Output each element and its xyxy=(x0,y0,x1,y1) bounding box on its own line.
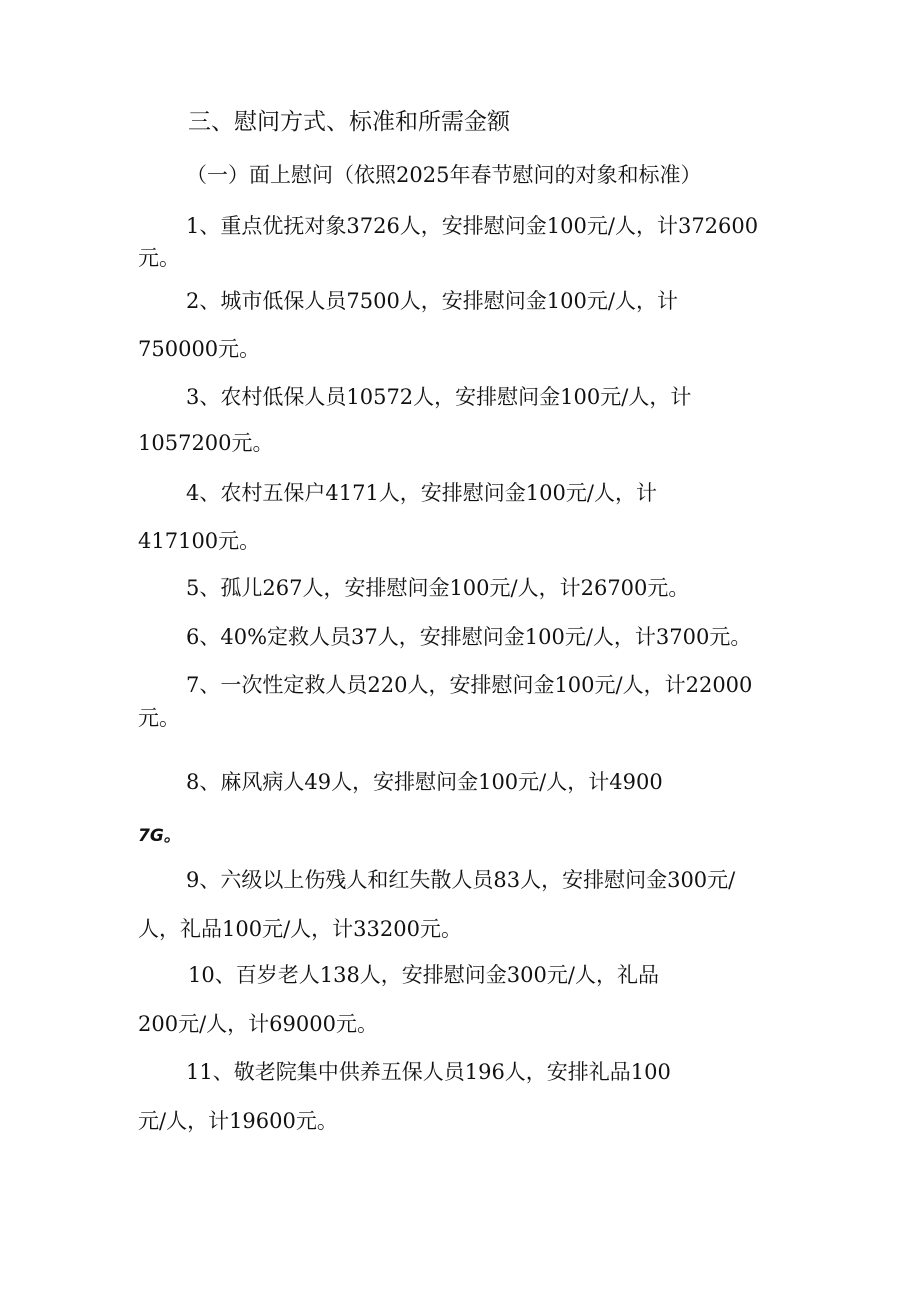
item-line-1: 1、重点优抚对象3726人，安排慰问金100元/人，计372600 xyxy=(186,214,759,238)
item-line-1: 2、城市低保人员7500人，安排慰问金100元/人，计 xyxy=(186,289,678,313)
item-line-2: 750000元。 xyxy=(138,337,261,361)
list-item xyxy=(138,571,790,605)
list-item xyxy=(138,863,790,946)
section-heading: 三、慰问方式、标准和所需金额 xyxy=(188,109,510,135)
item-line-2: 7G。 xyxy=(138,826,181,846)
list-item xyxy=(138,765,790,853)
list-item xyxy=(138,284,790,366)
item-line-1: 6、40%定救人员37人，安排慰问金100元/人，计3700元。 xyxy=(186,625,752,649)
item-line-1: 3、农村低保人员10572人，安排慰问金100元/人，计 xyxy=(186,385,692,409)
item-line-2: 元/人，计19600元。 xyxy=(138,1109,338,1133)
list-item xyxy=(138,958,790,1041)
item-line-1: 11、敬老院集中供养五保人员196人，安排礼品100 xyxy=(186,1060,671,1084)
item-line-1: 5、孤儿267人，安排慰问金100元/人，计26700元。 xyxy=(186,576,690,600)
item-line-2: 200元/人，计69000元。 xyxy=(138,1012,378,1036)
item-line-1: 9、六级以上伤残人和红失散人员83人，安排慰问金300元/ xyxy=(186,868,736,892)
item-line-2: 1057200元。 xyxy=(138,431,274,455)
list-item xyxy=(138,476,790,558)
item-line-2: 417100元。 xyxy=(138,529,261,553)
item-line-1: 8、麻风病人49人，安排慰问金100元/人，计4900 xyxy=(186,770,663,794)
list-item xyxy=(138,620,790,654)
item-line-1: 7、一次性定救人员220人，安排慰问金100元/人，计22000 xyxy=(186,673,753,697)
list-item xyxy=(138,380,790,460)
subsection-heading: （一）面上慰问（依照2025年春节慰问的对象和标准） xyxy=(186,163,702,187)
item-line-2: 元。 xyxy=(138,706,180,730)
item-line-1: 10、百岁老人138人，安排慰问金300元/人，礼品 xyxy=(188,963,659,987)
item-line-2: 元。 xyxy=(138,246,180,270)
list-item xyxy=(138,668,790,735)
list-item xyxy=(138,209,790,275)
item-line-2: 人，礼品100元/人，计33200元。 xyxy=(138,917,462,941)
list-item xyxy=(138,1055,790,1138)
item-line-1: 4、农村五保户4171人，安排慰问金100元/人，计 xyxy=(186,481,657,505)
